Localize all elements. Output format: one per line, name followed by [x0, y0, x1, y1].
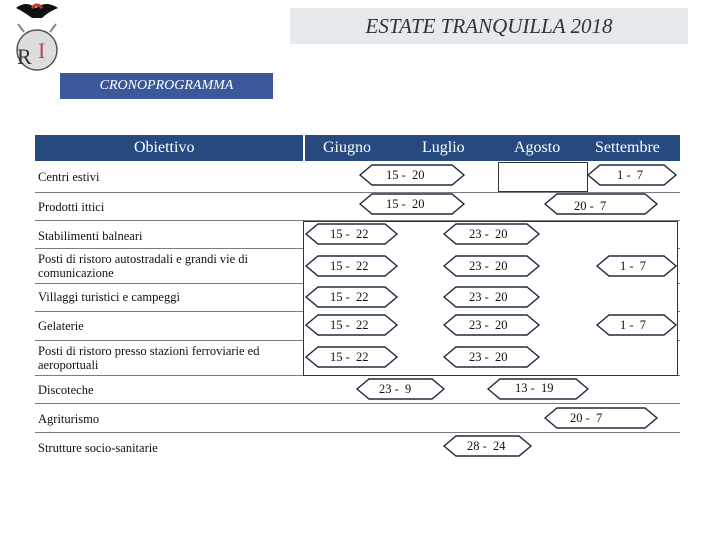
date-range: 15 - 22 — [330, 318, 369, 332]
date-range: 15 - 22 — [330, 259, 369, 273]
row-label: Villaggi turistici e campeggi — [38, 290, 180, 304]
row-label: Discoteche — [38, 383, 94, 397]
row-label: Strutture socio-sanitarie — [38, 441, 158, 455]
row-label: Agriturismo — [38, 412, 100, 426]
svg-text:R: R — [17, 44, 32, 69]
date-range: 20 - 7 — [574, 199, 607, 213]
date-range: 20 - 7 — [570, 411, 603, 425]
date-range: 1 - 7 — [617, 168, 644, 182]
date-range: 13 - 19 — [515, 381, 554, 395]
row-label: Prodotti ittici — [38, 200, 105, 214]
row-label: Posti di ristoro presso stazioni ferroviarie ed aeroportuali — [38, 344, 260, 372]
row-label: Posti di ristoro autostradali e grandi vie di comunicazione — [38, 252, 249, 280]
date-range: 15 - 22 — [330, 227, 369, 241]
date-range: 23 - 20 — [469, 259, 508, 273]
row-label: Centri estivi — [38, 170, 100, 184]
svg-text:I: I — [38, 38, 46, 63]
header-month-giugno: Giugno — [323, 139, 371, 156]
row-label: Stabilimenti balneari — [38, 229, 143, 243]
section-label: CRONOPROGRAMMA — [60, 73, 273, 99]
date-range: 23 - 20 — [469, 350, 508, 364]
date-range: 1 - 7 — [620, 318, 647, 332]
date-range: 23 - 20 — [469, 318, 508, 332]
date-range: 1 - 7 — [620, 259, 647, 273]
date-range: 23 - 20 — [469, 290, 508, 304]
header-objective-label: Obiettivo — [134, 139, 195, 156]
date-range: 28 - 24 — [467, 439, 506, 453]
header-month-agosto: Agosto — [514, 139, 561, 156]
row-label: Gelaterie — [38, 319, 84, 333]
header-month-luglio: Luglio — [422, 139, 465, 156]
date-range: 23 - 20 — [469, 227, 508, 241]
date-range: 15 - 20 — [386, 168, 425, 182]
page-title: ESTATE TRANQUILLA 2018 — [290, 8, 688, 44]
date-range: 23 - 9 — [379, 382, 412, 396]
date-range: 15 - 22 — [330, 350, 369, 364]
date-range: 15 - 22 — [330, 290, 369, 304]
header-month-settembre: Settembre — [595, 139, 660, 156]
date-range: 15 - 20 — [386, 197, 425, 211]
